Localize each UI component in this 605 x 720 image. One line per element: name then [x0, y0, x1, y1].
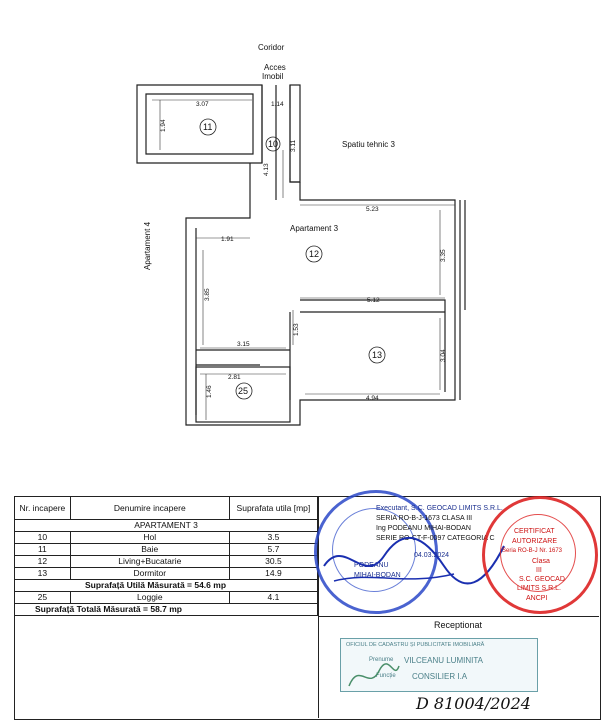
row-name: Living+Bucatarie — [70, 556, 229, 568]
row-area: 30.5 — [229, 556, 317, 568]
apartment-outline — [186, 163, 465, 425]
executant-line2: SERIA RO-B-J-1673 CLASA III — [376, 515, 473, 522]
row-name: Loggie — [70, 592, 229, 604]
dim-3-04: 3.04 — [440, 349, 447, 362]
dim-1-94: 1.94 — [160, 119, 167, 132]
ancpi-autorizare: AUTORIZARE — [512, 538, 557, 545]
executant-firstname: MIHAI-BODAN — [354, 572, 401, 579]
tech-space-label: Spatiu tehnic 3 — [342, 140, 395, 149]
apartment-4-label: Apartament 4 — [143, 221, 152, 270]
access-label: Acces — [264, 63, 286, 72]
dim-3-35: 3.35 — [440, 249, 447, 262]
row-area: 5.7 — [229, 544, 317, 556]
apartment-name: APARTAMENT 3 — [15, 520, 318, 532]
room-25-number: 25 — [238, 386, 249, 396]
table-row — [15, 592, 318, 604]
row-nr: 12 — [15, 556, 71, 568]
receptionat-function: CONSILIER I.A — [412, 672, 468, 681]
row-nr: 10 — [15, 532, 71, 544]
registration-number: D 81004/2024 — [416, 694, 531, 713]
col-name-header: Denumire incapere — [70, 497, 229, 520]
ancpi-cert: CERTIFICAT — [514, 528, 555, 535]
dim-1-46: 1.46 — [206, 385, 213, 398]
useful-total: Suprafață Utilă Măsurată = 54.6 mp — [15, 580, 318, 592]
executant-surname: PODEANU — [354, 562, 389, 569]
col-nr-header: Nr. incapere — [15, 497, 71, 520]
useful-total-row — [15, 580, 318, 592]
grand-total-row — [15, 604, 318, 616]
apartment-row — [15, 520, 318, 532]
row-area: 4.1 — [229, 592, 317, 604]
executant-date: 04.03.2024 — [414, 552, 450, 559]
room-12-number: 12 — [309, 249, 320, 259]
receptionat-office: OFICIUL DE CADASTRU ȘI PUBLICITATE IMOBILIARĂ — [346, 642, 485, 648]
executant-line3: Ing PODEANU MIHAI-BODAN — [376, 525, 471, 532]
table-row — [15, 568, 318, 580]
room-11-walls — [137, 85, 262, 163]
apartment-3-label: Apartament 3 — [290, 224, 339, 233]
executant-line4: SERIE RO-CT-F-0097 CATEGORIA C — [376, 535, 495, 542]
dim-3-15: 3.15 — [237, 341, 250, 348]
row-area: 3.5 — [229, 532, 317, 544]
dim-4-13: 4.13 — [263, 163, 270, 176]
ancpi-company: S.C. GEOCAD — [519, 576, 565, 583]
row-name: Dormitor — [70, 568, 229, 580]
receptionat-functie-label: Funcție — [376, 673, 396, 679]
dim-3-85: 3.85 — [204, 288, 211, 301]
table-row — [15, 556, 318, 568]
receptionat-name: VILCEANU LUMINITA — [404, 656, 483, 665]
receptionat-divider — [318, 616, 599, 617]
ancpi-clasa: Clasa — [532, 558, 550, 565]
room-11-number: 11 — [203, 122, 213, 132]
access-building-label: Imobil — [262, 72, 284, 81]
room-10-number: 10 — [268, 139, 279, 149]
receptionat-title: Receptionat — [434, 620, 483, 630]
room-table-section — [14, 496, 601, 720]
ancpi-iii: III — [536, 567, 542, 574]
row-nr: 13 — [15, 568, 71, 580]
dim-1-53: 1.53 — [293, 323, 300, 336]
rooms-table — [14, 496, 318, 616]
table-row — [15, 532, 318, 544]
table-row — [15, 544, 318, 556]
dim-3-11: 3.11 — [290, 139, 297, 152]
table-header-row — [15, 497, 318, 520]
dim-1-91: 1.91 — [221, 236, 234, 243]
receptionat-signature — [344, 656, 404, 696]
dim-5-12: 5.12 — [367, 297, 380, 304]
row-nr: 25 — [15, 592, 71, 604]
dim-5-23: 5.23 — [366, 206, 379, 213]
ancpi-serie: Seria RO-B-J Nr. 1673 — [502, 548, 563, 554]
col-area-header: Suprafata utila [mp] — [229, 497, 317, 520]
row-name: Baie — [70, 544, 229, 556]
row-nr: 11 — [15, 544, 71, 556]
ancpi-company2: LIMITS S.R.L. — [517, 585, 561, 592]
row-area: 14.9 — [229, 568, 317, 580]
executant-line1: Executant, S.C. GEOCAD LIMITS S.R.L. — [376, 505, 503, 512]
dim-4-94: 4.94 — [366, 395, 379, 402]
room-13-number: 13 — [372, 350, 383, 360]
row-name: Hol — [70, 532, 229, 544]
dim-2-81: 2.81 — [228, 374, 241, 381]
corridor-label: Coridor — [258, 43, 285, 52]
tech-space-walls — [290, 85, 300, 182]
ancpi-label: ANCPI — [526, 595, 548, 602]
dim-1-14: 1.14 — [271, 101, 284, 108]
receptionat-prenume-label: Prenume — [369, 657, 394, 663]
grand-total: Suprafață Totală Măsurată = 58.7 mp — [15, 604, 318, 616]
dim-3-07: 3.07 — [196, 101, 209, 108]
